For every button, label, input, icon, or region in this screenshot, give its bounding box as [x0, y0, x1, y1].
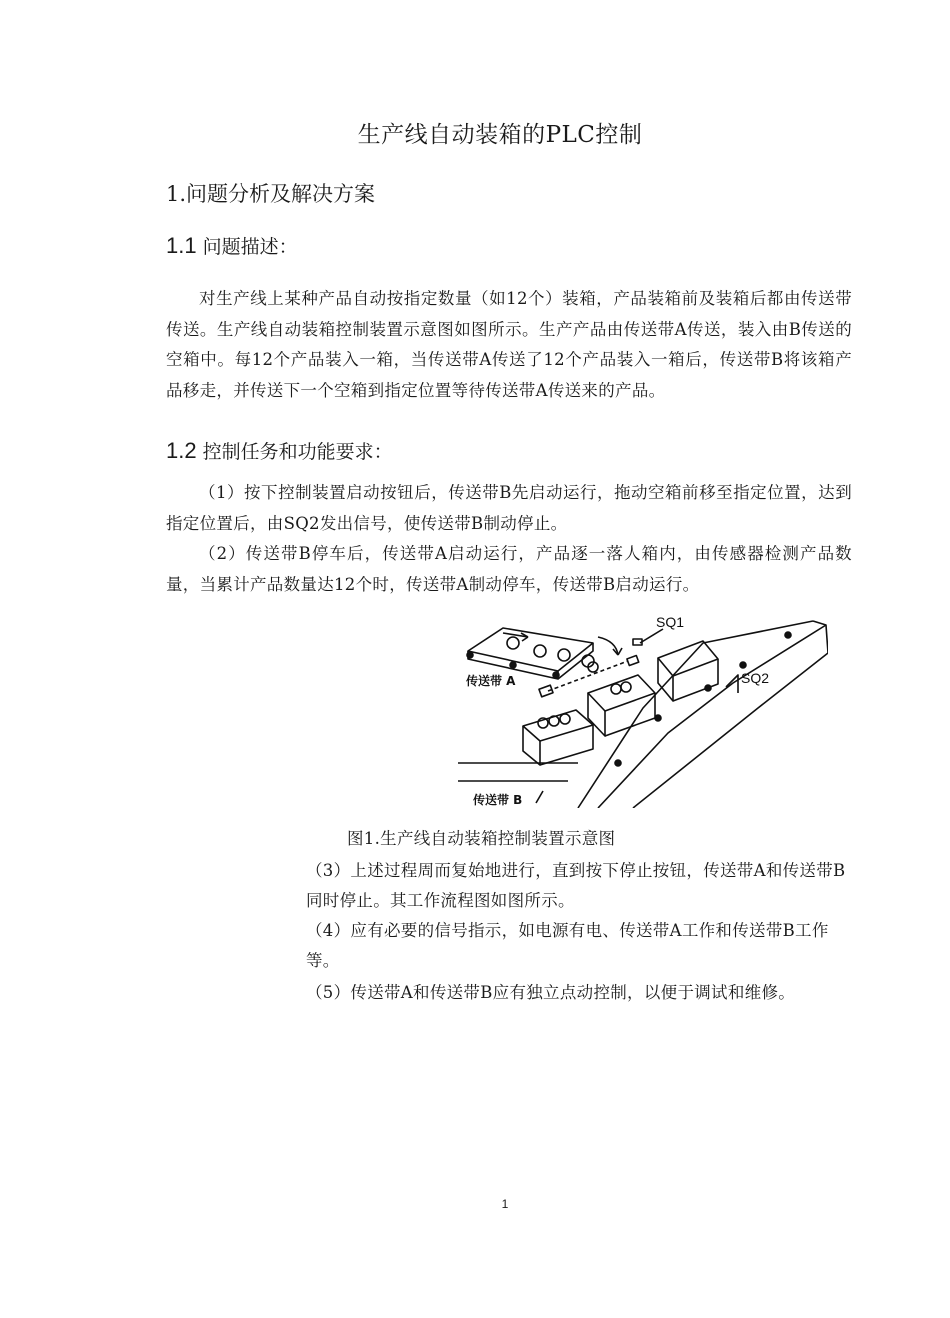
box-filled	[523, 726, 540, 765]
box-empty	[673, 659, 718, 701]
section-number: 1.2	[166, 438, 197, 463]
box-empty	[658, 658, 673, 701]
box-filled	[605, 693, 655, 736]
section-heading-1: 1.问题分析及解决方案	[166, 182, 376, 206]
requirement-item-3: （3）上述过程周而复始地进行，直到按下停止按钮，传送带A和传送带B同时停止。其工作流程图如图所示。	[306, 861, 846, 910]
box-filled	[523, 710, 593, 741]
section-title: 问题描述：	[202, 236, 298, 258]
conveyor-diagram	[458, 613, 828, 808]
roller	[655, 715, 661, 721]
page-title: 生产线自动装箱的PLC控制	[357, 122, 643, 148]
label-sq2: SQ2	[741, 670, 770, 686]
product	[560, 714, 570, 724]
section-heading-1-1	[166, 232, 298, 261]
problem-description-paragraph: 对生产线上某种产品自动按指定数量（如12个）装箱，产品装箱前及装箱后都由传送带传送。生产线自动装箱控制装置示意图如图所示。生产产品由传送带A传送，装入由B传送的空箱中。每12个产品装入一箱，当传送带A传送了12个产品装入一箱后，传送带B将该箱产品移走，并传送下一个空箱到指定位置等待传送带A传送来的产品。	[166, 289, 852, 400]
requirement-item-1: （1）按下控制装置启动按钮后，传送带B先启动运行，拖动空箱前移至指定位置，达到指定位置后，由SQ2发出信号，使传送带B制动停止。	[166, 483, 852, 533]
belt-a-roller	[510, 662, 516, 668]
belt-b-arrow	[536, 791, 543, 803]
requirement-item-2: （2）传送带B停车后，传送带A启动运行，产品逐一落人箱内，由传感器检测产品数量，当累计产品数量达12个时，传送带A制动停车，传送带B启动运行。	[166, 544, 852, 594]
belt-b-end	[813, 621, 828, 653]
requirement-item-5: （5）传送带A和传送带B应有独立点动控制，以便于调试和维修。	[306, 983, 796, 1002]
label-sq1: SQ1	[656, 614, 685, 630]
sq1-line	[640, 629, 663, 643]
product	[507, 637, 519, 649]
roller	[785, 632, 791, 638]
product	[534, 645, 546, 657]
product	[611, 684, 621, 694]
roller	[615, 760, 621, 766]
belt-a-body	[468, 628, 593, 671]
label-belt-a: 传送带 A	[466, 674, 516, 688]
page-number: 1	[501, 1197, 509, 1211]
label-belt-b: 传送带 B	[473, 793, 523, 807]
product	[558, 649, 570, 661]
product	[621, 682, 631, 692]
sensor-receiver	[627, 656, 639, 666]
section-heading-1-2	[166, 437, 393, 466]
box-filled	[540, 725, 593, 765]
requirement-item-4: （4）应有必要的信号指示，如电源有电、传送带A工作和传送带B工作等。	[306, 921, 829, 970]
roller	[740, 662, 746, 668]
section-title: 控制任务和功能要求：	[202, 441, 393, 463]
belt-a-roller	[467, 652, 473, 658]
belt-b-lower-edge	[633, 653, 828, 808]
product	[549, 716, 559, 726]
box-filled	[588, 693, 605, 736]
belt-a-roller	[553, 672, 559, 678]
sensor-a	[539, 685, 553, 697]
section-number: 1.1	[166, 233, 197, 258]
figure-caption: 图1.生产线自动装箱控制装置示意图	[347, 829, 616, 848]
